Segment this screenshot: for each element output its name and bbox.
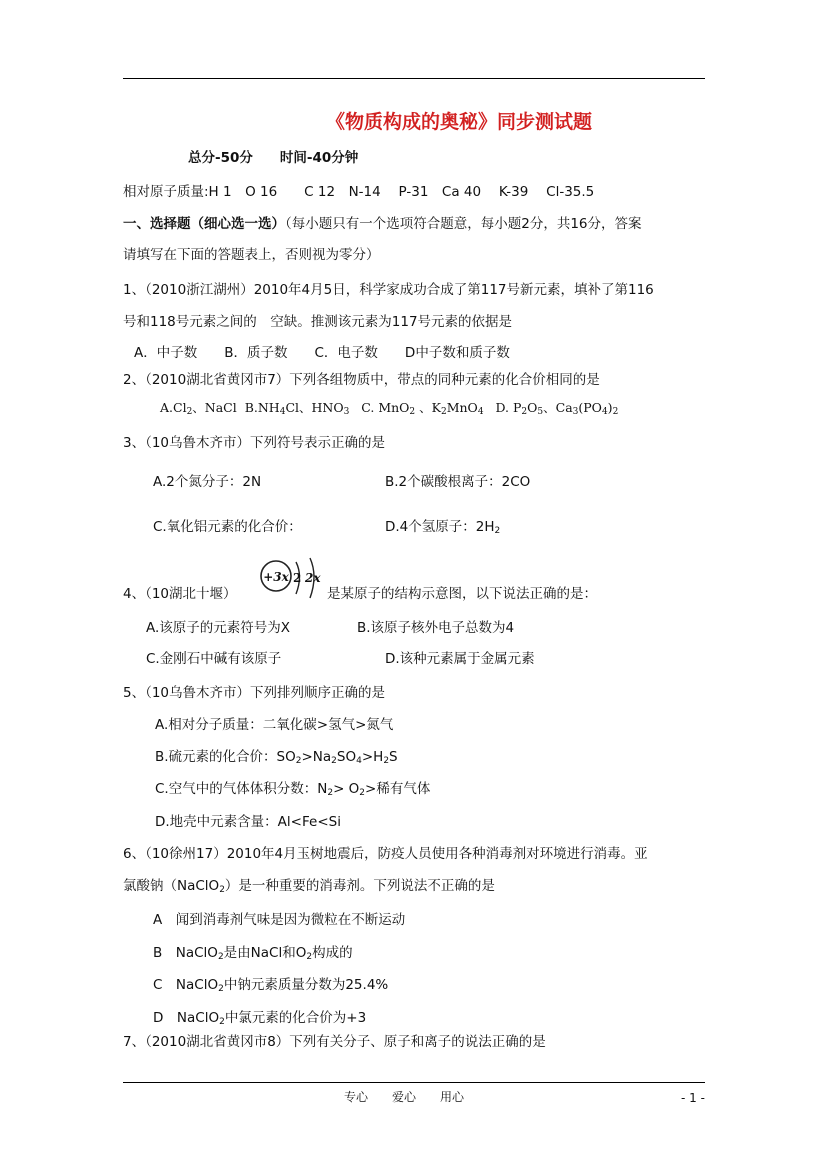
section-instruction-line2: 请填写在下面的答题表上，否则视为零分） [123, 247, 380, 263]
atom-shell-label-1: 2 [293, 571, 302, 585]
header-rule [123, 78, 705, 79]
question-1-line1: 1、（2010浙江湖州）2010年4月5日，科学家成功合成了第117号新元素，填补了第116 [123, 282, 654, 298]
question-4-option-d: D.该种元素属于金属元素 [385, 651, 535, 667]
question-6-option-a: A 闻到消毒剂气味是因为微粒在不断运动 [153, 912, 406, 928]
atom-structure-diagram [256, 556, 328, 606]
question-3-stem: 3、（10乌鲁木齐市）下列符号表示正确的是 [123, 435, 386, 451]
atom-shell-label-2: 2x [305, 571, 321, 585]
question-5-option-c: C.空气中的气体体积分数：$N_2> O_2>$稀有气体 [155, 781, 431, 798]
question-6-option-c: C NaClO$_2$中钠元素质量分数为25.4% [153, 977, 389, 994]
question-5-option-d: D.地壳中元素含量：Al<Fe<Si [155, 814, 341, 830]
question-1-options: A．中子数 B．质子数 C．电子数 D中子数和质子数 [134, 345, 510, 361]
question-5-option-b: B.硫元素的化合价：$SO_2>Na_2SO_4>H_2S$ [155, 749, 398, 766]
section-instruction-line1 [123, 218, 642, 232]
footer-motto: 专心 爱心 用心 [344, 1090, 465, 1104]
section-instruction-a: （每小题只有一个选项符合题意，每小题2分，共16分，答案 [285, 216, 642, 232]
question-6-line2: 氯酸钠（NaClO$_2$）是一种重要的消毒剂。下列说法不正确的是 [123, 878, 495, 895]
question-4-option-b: B.该原子核外电子总数为4 [357, 620, 515, 636]
page-title: 《物质构成的奥秘》同步测试题 [326, 111, 593, 133]
question-4-suffix: 是某原子的结构示意图，以下说法正确的是： [327, 586, 597, 602]
question-3-option-b: B.2个碳酸根离子：2CO [385, 474, 531, 490]
question-6-line1: 6、（10徐州17）2010年4月玉树地震后，防疫人员使用各种消毒剂对环境进行消毒。亚 [123, 846, 648, 862]
exam-meta: 总分-50分 时间-40分钟 [188, 150, 359, 166]
question-6-option-d: D NaClO$_2$中氯元素的化合价为+3 [153, 1010, 367, 1027]
question-5-stem: 5、（10乌鲁木齐市）下列排列顺序正确的是 [123, 685, 386, 701]
atomic-mass-line: 相对原子质量:H 1 O 16 C 12 N-14 P-31 Ca 40 K-39 Cl-35.5 [123, 184, 595, 200]
section-heading: 一、选择题（细心选一选） [123, 216, 285, 232]
question-4-option-a: A.该原子的元素符号为X [146, 620, 291, 636]
question-4-prefix: 4、（10湖北十堰） [123, 586, 237, 602]
question-6-option-b: B NaClO$_2$是由NaCl和$O_2$构成的 [153, 945, 353, 962]
question-3-option-c: C.氧化铝元素的化合价： [153, 519, 302, 535]
question-5-option-a: A.相对分子质量：二氧化碳>氢气>氮气 [155, 717, 394, 733]
atom-nucleus-label: +3x [263, 570, 289, 584]
footer-rule [123, 1082, 705, 1083]
question-2-stem: 2、（2010湖北省黄冈市7）下列各组物质中，带点的同种元素的化合价相同的是 [123, 372, 600, 388]
question-7-stem: 7、（2010湖北省黄冈市8）下列有关分子、原子和离子的说法正确的是 [123, 1034, 546, 1050]
question-2-options: $A.Cl_2$、NaCl $B.NH_4Cl$、$HNO_3$ C. MnO$_2$ 、$K_2MnO_4$ D. $P_2O_5$、$Ca_3(PO_4)_2$ [160, 400, 619, 417]
question-1-line2: 号和118号元素之间的 空缺。推测该元素为117号元素的依据是 [123, 314, 513, 330]
page-number: - 1 - [681, 1091, 705, 1105]
question-3-option-a: A.2个氮分子：2N [153, 474, 262, 490]
question-4-option-c: C.金刚石中碱有该原子 [146, 651, 282, 667]
question-3-option-d: D.4个氢原子：$2H_2$ [385, 519, 501, 536]
